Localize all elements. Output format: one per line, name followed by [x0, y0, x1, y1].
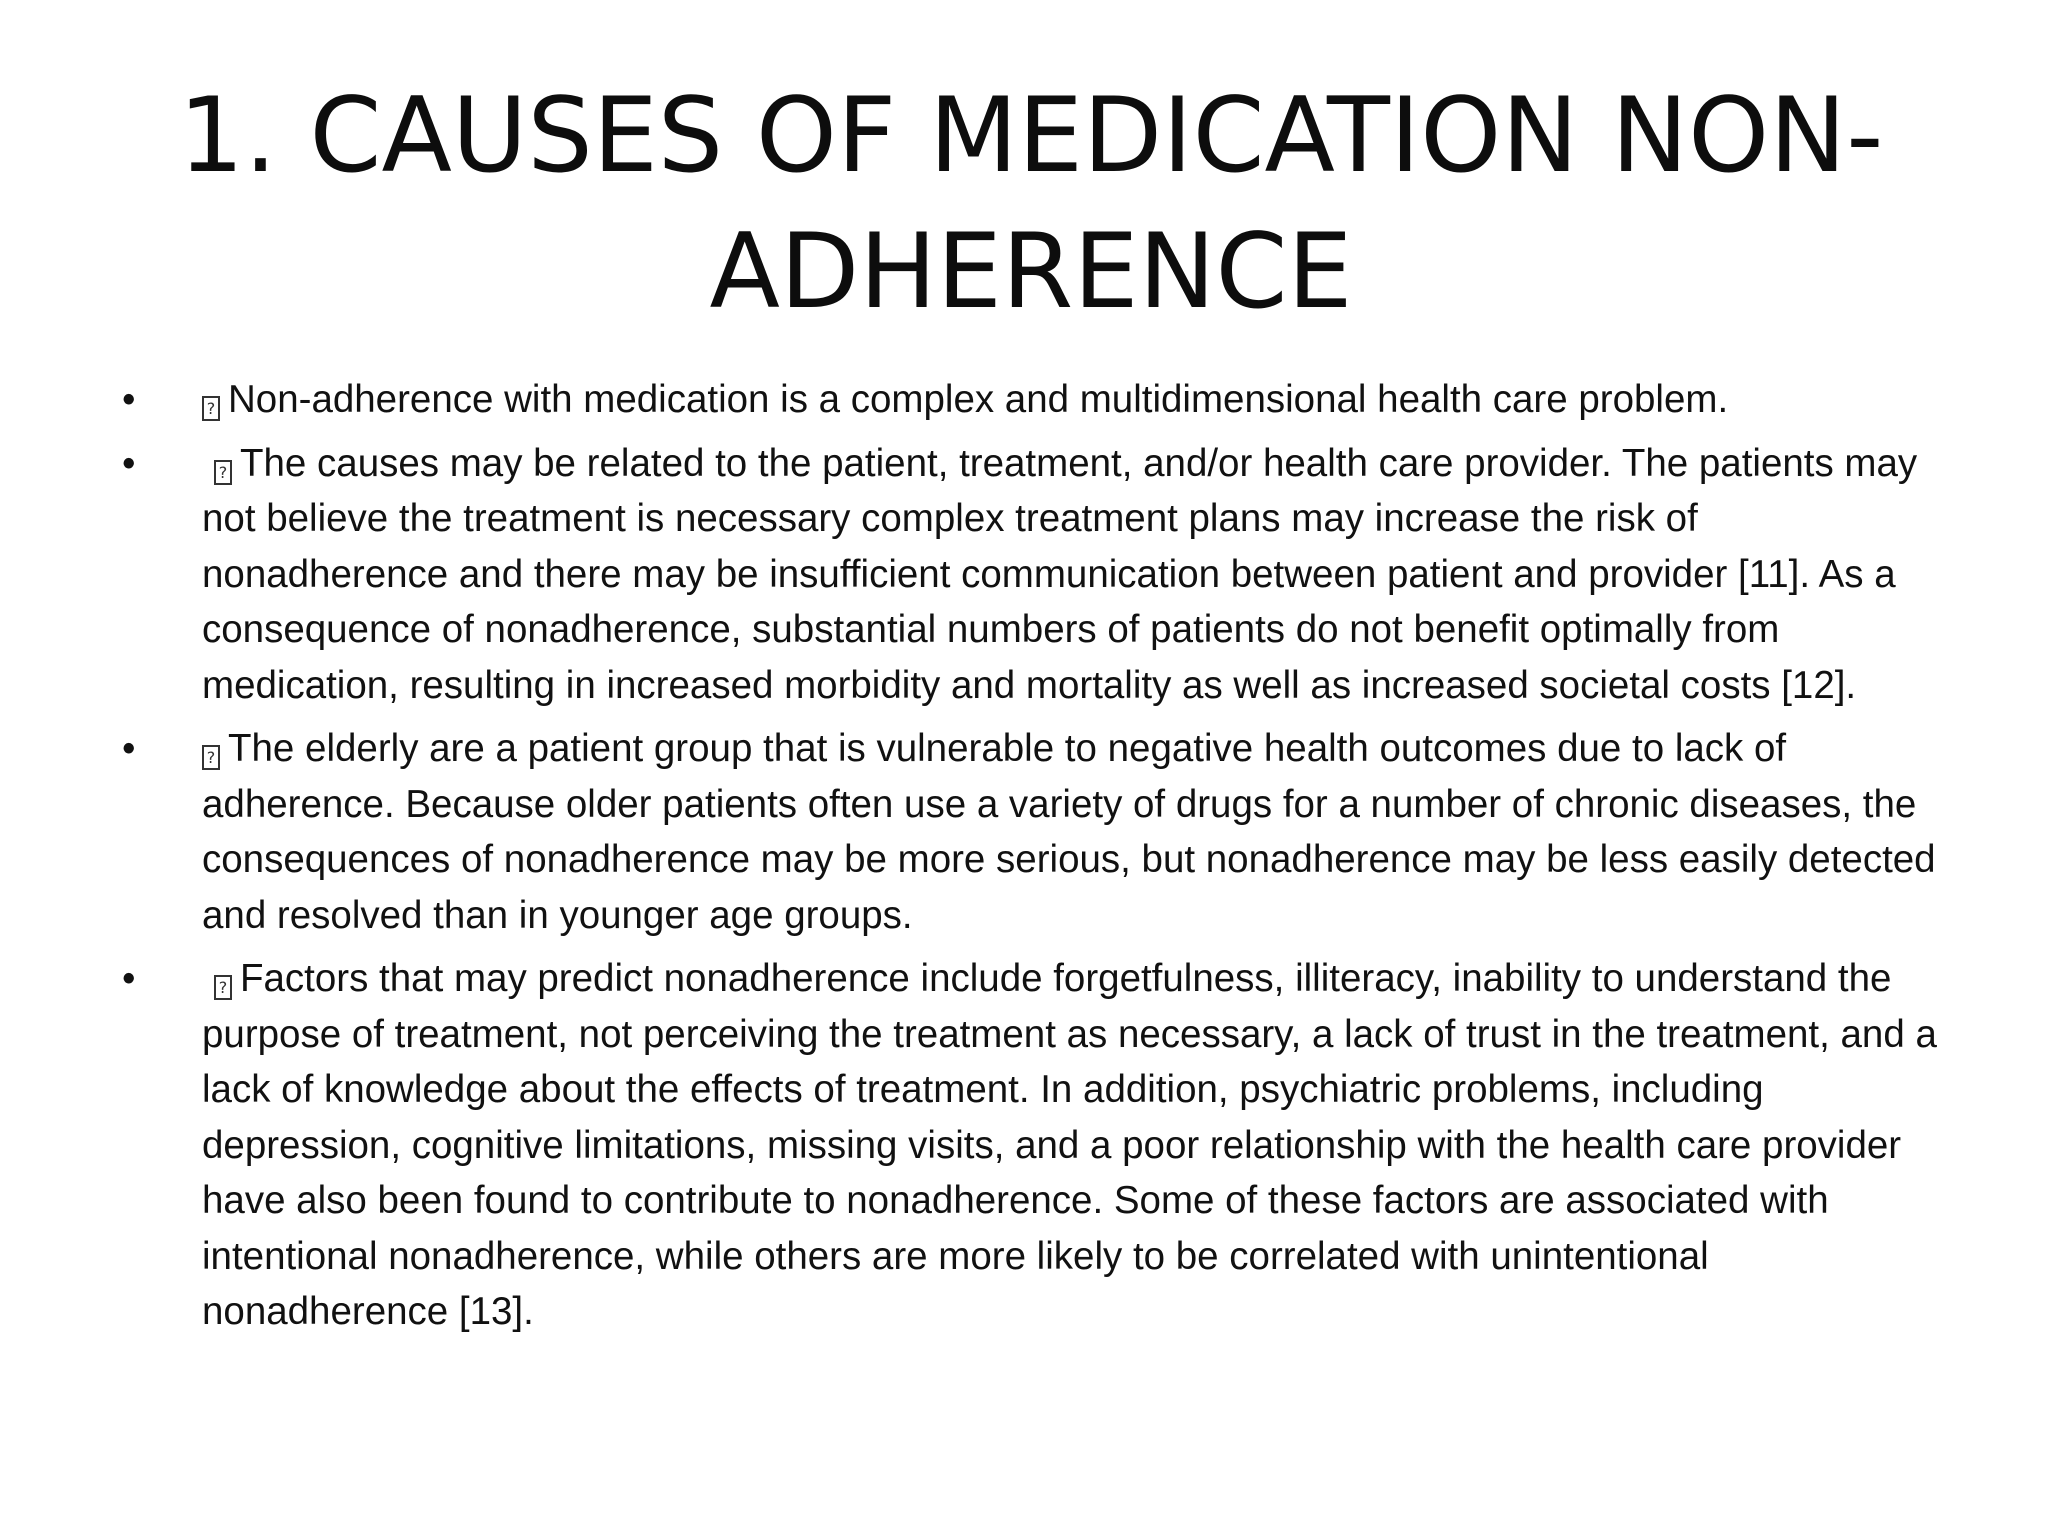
bullet-text: Non-adherence with medication is a complex and multidimensional health care problem. — [228, 378, 1729, 421]
bullet-dot-icon: • — [122, 727, 136, 770]
bullet-text: Factors that may predict nonadherence include forgetfulness, illiteracy, inability to understand the purpose of treatment, not perceiving the treatment as necessary, a lack of trust in the treatment, and a lack of knowledge about the effects of treatment. In addition, psychiatric problems, including depression, cognitive limitations, missing visits, and a poor relationship with the health care provider have also been found to contribute to nonadherence. Some of these factors are associated with intentional nonadherence, while others are more likely to be correlated with unintentional nonadherence [13]. — [202, 957, 1937, 1333]
bullet-item-1 — [120, 372, 1950, 428]
bullet-list — [120, 372, 1950, 1348]
bullet-text: The elderly are a patient group that is vulnerable to negative health outcomes due to lack of adherence. Because older patients often use a variety of drugs for a number of chronic diseases, the consequences of nonadherence may be more serious, but nonadherence may be less easily detected and resolved than in younger age groups. — [202, 727, 1936, 937]
slide-title-line-1: 1. CAUSES OF MEDICATION NON- — [178, 76, 1884, 196]
bullet-item-2 — [120, 436, 1950, 714]
missing-glyph-icon — [214, 975, 232, 1000]
bullet-text: The causes may be related to the patient, treatment, and/or health care provider. The patients may not believe the treatment is necessary complex treatment plans may increase the risk of nonadherence and there may be insufficient communication between patient and provider [11]. As a consequence of nonadherence, substantial numbers of patients do not benefit optimally from medication, resulting in increased morbidity and mortality as well as increased societal costs [12]. — [202, 441, 1918, 707]
missing-glyph-icon — [202, 745, 220, 770]
missing-glyph-icon — [214, 460, 232, 485]
bullet-dot-icon: • — [122, 378, 136, 421]
slide-title-line-2: ADHERENCE — [709, 212, 1353, 332]
missing-glyph-icon — [202, 396, 220, 421]
slide-title — [120, 68, 1942, 340]
bullet-item-4 — [120, 951, 1950, 1340]
bullet-dot-icon: • — [122, 957, 136, 1000]
bullet-item-3 — [120, 721, 1950, 943]
bullet-dot-icon: • — [122, 441, 136, 485]
